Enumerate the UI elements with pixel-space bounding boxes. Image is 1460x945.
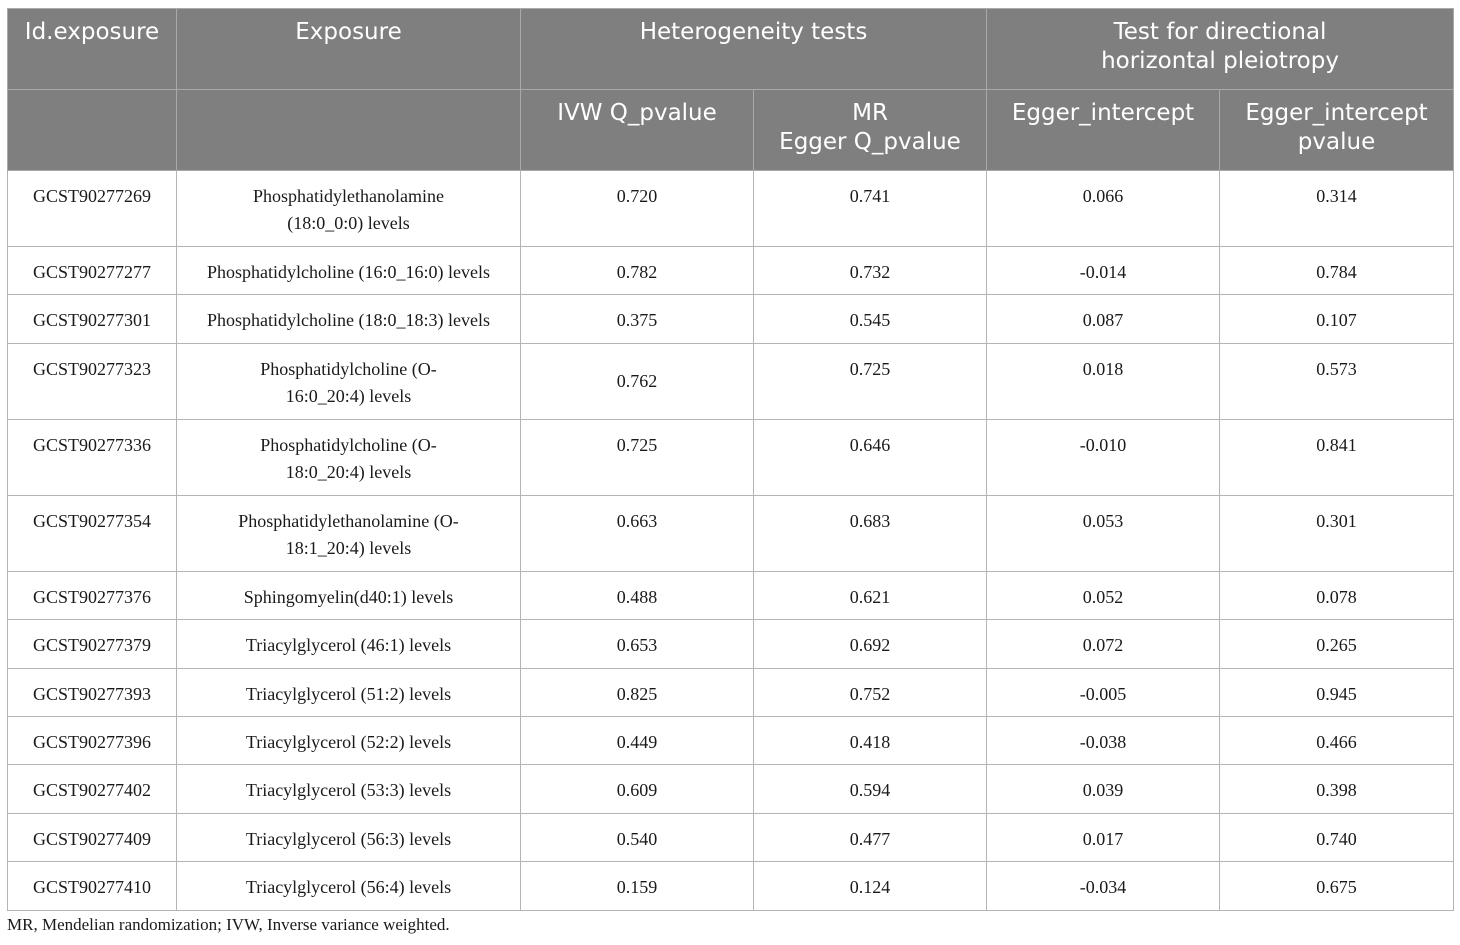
header-egger-intercept: Egger_intercept <box>987 90 1220 171</box>
header-mr-egger-q-pvalue: MR Egger Q_pvalue <box>754 90 987 171</box>
cell-id: GCST90277379 <box>8 620 177 668</box>
table-row <box>8 343 1454 419</box>
cell-id: GCST90277354 <box>8 495 177 571</box>
cell-id: GCST90277277 <box>8 247 177 295</box>
cell-egger-intercept: 0.087 <box>987 295 1220 343</box>
cell-ivw-q-pvalue: 0.762 <box>521 343 754 419</box>
cell-egger-q-pvalue: 0.732 <box>754 247 987 295</box>
cell-ivw-q-pvalue: 0.782 <box>521 247 754 295</box>
cell-ivw-q-pvalue: 0.609 <box>521 765 754 813</box>
cell-egger-intercept-pvalue: 0.301 <box>1220 495 1454 571</box>
cell-ivw-q-pvalue: 0.449 <box>521 716 754 764</box>
header-empty-id <box>8 90 177 171</box>
cell-egger-q-pvalue: 0.725 <box>754 343 987 419</box>
table-row <box>8 813 1454 861</box>
cell-egger-intercept: -0.038 <box>987 716 1220 764</box>
cell-exposure: Triacylglycerol (56:3) levels <box>177 813 521 861</box>
cell-exposure: Phosphatidylethanolamine (O- 18:1_20:4) levels <box>177 495 521 571</box>
cell-egger-q-pvalue: 0.594 <box>754 765 987 813</box>
results-table <box>7 8 1454 911</box>
cell-egger-intercept-pvalue: 0.573 <box>1220 343 1454 419</box>
cell-egger-intercept-pvalue: 0.841 <box>1220 419 1454 495</box>
header-exposure: Exposure <box>177 9 521 90</box>
cell-ivw-q-pvalue: 0.663 <box>521 495 754 571</box>
cell-egger-intercept-pvalue: 0.675 <box>1220 862 1454 910</box>
table-row <box>8 765 1454 813</box>
cell-egger-q-pvalue: 0.418 <box>754 716 987 764</box>
results-table-container <box>7 8 1453 911</box>
cell-ivw-q-pvalue: 0.725 <box>521 419 754 495</box>
table-row <box>8 716 1454 764</box>
cell-egger-q-pvalue: 0.741 <box>754 171 987 247</box>
header-egger-intercept-pvalue: Egger_intercept pvalue <box>1220 90 1454 171</box>
cell-exposure: Triacylglycerol (56:4) levels <box>177 862 521 910</box>
table-row <box>8 295 1454 343</box>
cell-egger-intercept: -0.014 <box>987 247 1220 295</box>
cell-ivw-q-pvalue: 0.720 <box>521 171 754 247</box>
cell-egger-intercept-pvalue: 0.314 <box>1220 171 1454 247</box>
cell-id: GCST90277396 <box>8 716 177 764</box>
header-pleiotropy-test: Test for directional horizontal pleiotropy <box>987 9 1454 90</box>
cell-id: GCST90277376 <box>8 571 177 619</box>
cell-egger-intercept-pvalue: 0.265 <box>1220 620 1454 668</box>
cell-egger-q-pvalue: 0.752 <box>754 668 987 716</box>
cell-egger-intercept: 0.066 <box>987 171 1220 247</box>
header-row-top <box>8 9 1454 90</box>
cell-id: GCST90277301 <box>8 295 177 343</box>
cell-id: GCST90277402 <box>8 765 177 813</box>
cell-ivw-q-pvalue: 0.653 <box>521 620 754 668</box>
cell-egger-q-pvalue: 0.124 <box>754 862 987 910</box>
cell-egger-intercept: 0.018 <box>987 343 1220 419</box>
table-row <box>8 571 1454 619</box>
table-row <box>8 247 1454 295</box>
cell-egger-intercept-pvalue: 0.398 <box>1220 765 1454 813</box>
cell-egger-intercept-pvalue: 0.466 <box>1220 716 1454 764</box>
cell-egger-intercept-pvalue: 0.740 <box>1220 813 1454 861</box>
cell-egger-intercept: -0.010 <box>987 419 1220 495</box>
cell-exposure: Triacylglycerol (52:2) levels <box>177 716 521 764</box>
header-ivw-q-pvalue: IVW Q_pvalue <box>521 90 754 171</box>
cell-egger-intercept-pvalue: 0.784 <box>1220 247 1454 295</box>
cell-exposure: Sphingomyelin(d40:1) levels <box>177 571 521 619</box>
cell-ivw-q-pvalue: 0.825 <box>521 668 754 716</box>
header-heterogeneity-tests: Heterogeneity tests <box>521 9 987 90</box>
cell-exposure: Phosphatidylcholine (16:0_16:0) levels <box>177 247 521 295</box>
cell-exposure: Phosphatidylethanolamine (18:0_0:0) levels <box>177 171 521 247</box>
table-row <box>8 171 1454 247</box>
cell-ivw-q-pvalue: 0.375 <box>521 295 754 343</box>
cell-egger-intercept-pvalue: 0.107 <box>1220 295 1454 343</box>
cell-egger-q-pvalue: 0.683 <box>754 495 987 571</box>
cell-id: GCST90277336 <box>8 419 177 495</box>
cell-egger-q-pvalue: 0.692 <box>754 620 987 668</box>
table-row <box>8 495 1454 571</box>
table-row <box>8 620 1454 668</box>
table-row <box>8 668 1454 716</box>
table-row <box>8 862 1454 910</box>
cell-ivw-q-pvalue: 0.540 <box>521 813 754 861</box>
cell-egger-intercept: -0.005 <box>987 668 1220 716</box>
cell-ivw-q-pvalue: 0.159 <box>521 862 754 910</box>
cell-egger-intercept-pvalue: 0.945 <box>1220 668 1454 716</box>
cell-exposure: Phosphatidylcholine (O- 18:0_20:4) levels <box>177 419 521 495</box>
table-footnote: MR, Mendelian randomization; IVW, Inverse variance weighted. <box>7 915 450 934</box>
cell-exposure: Phosphatidylcholine (O- 16:0_20:4) levels <box>177 343 521 419</box>
cell-exposure: Triacylglycerol (46:1) levels <box>177 620 521 668</box>
cell-egger-q-pvalue: 0.545 <box>754 295 987 343</box>
cell-id: GCST90277323 <box>8 343 177 419</box>
cell-exposure: Triacylglycerol (51:2) levels <box>177 668 521 716</box>
cell-egger-intercept: 0.053 <box>987 495 1220 571</box>
header-row-sub <box>8 90 1454 171</box>
cell-egger-intercept: 0.039 <box>987 765 1220 813</box>
cell-egger-q-pvalue: 0.621 <box>754 571 987 619</box>
cell-egger-intercept: 0.052 <box>987 571 1220 619</box>
cell-id: GCST90277269 <box>8 171 177 247</box>
cell-id: GCST90277410 <box>8 862 177 910</box>
cell-egger-intercept: 0.017 <box>987 813 1220 861</box>
cell-egger-intercept: -0.034 <box>987 862 1220 910</box>
cell-egger-q-pvalue: 0.477 <box>754 813 987 861</box>
cell-ivw-q-pvalue: 0.488 <box>521 571 754 619</box>
header-empty-exposure <box>177 90 521 171</box>
cell-egger-q-pvalue: 0.646 <box>754 419 987 495</box>
cell-exposure: Triacylglycerol (53:3) levels <box>177 765 521 813</box>
cell-egger-intercept-pvalue: 0.078 <box>1220 571 1454 619</box>
header-id-exposure: Id.exposure <box>8 9 177 90</box>
cell-id: GCST90277409 <box>8 813 177 861</box>
cell-egger-intercept: 0.072 <box>987 620 1220 668</box>
cell-exposure: Phosphatidylcholine (18:0_18:3) levels <box>177 295 521 343</box>
table-row <box>8 419 1454 495</box>
cell-id: GCST90277393 <box>8 668 177 716</box>
